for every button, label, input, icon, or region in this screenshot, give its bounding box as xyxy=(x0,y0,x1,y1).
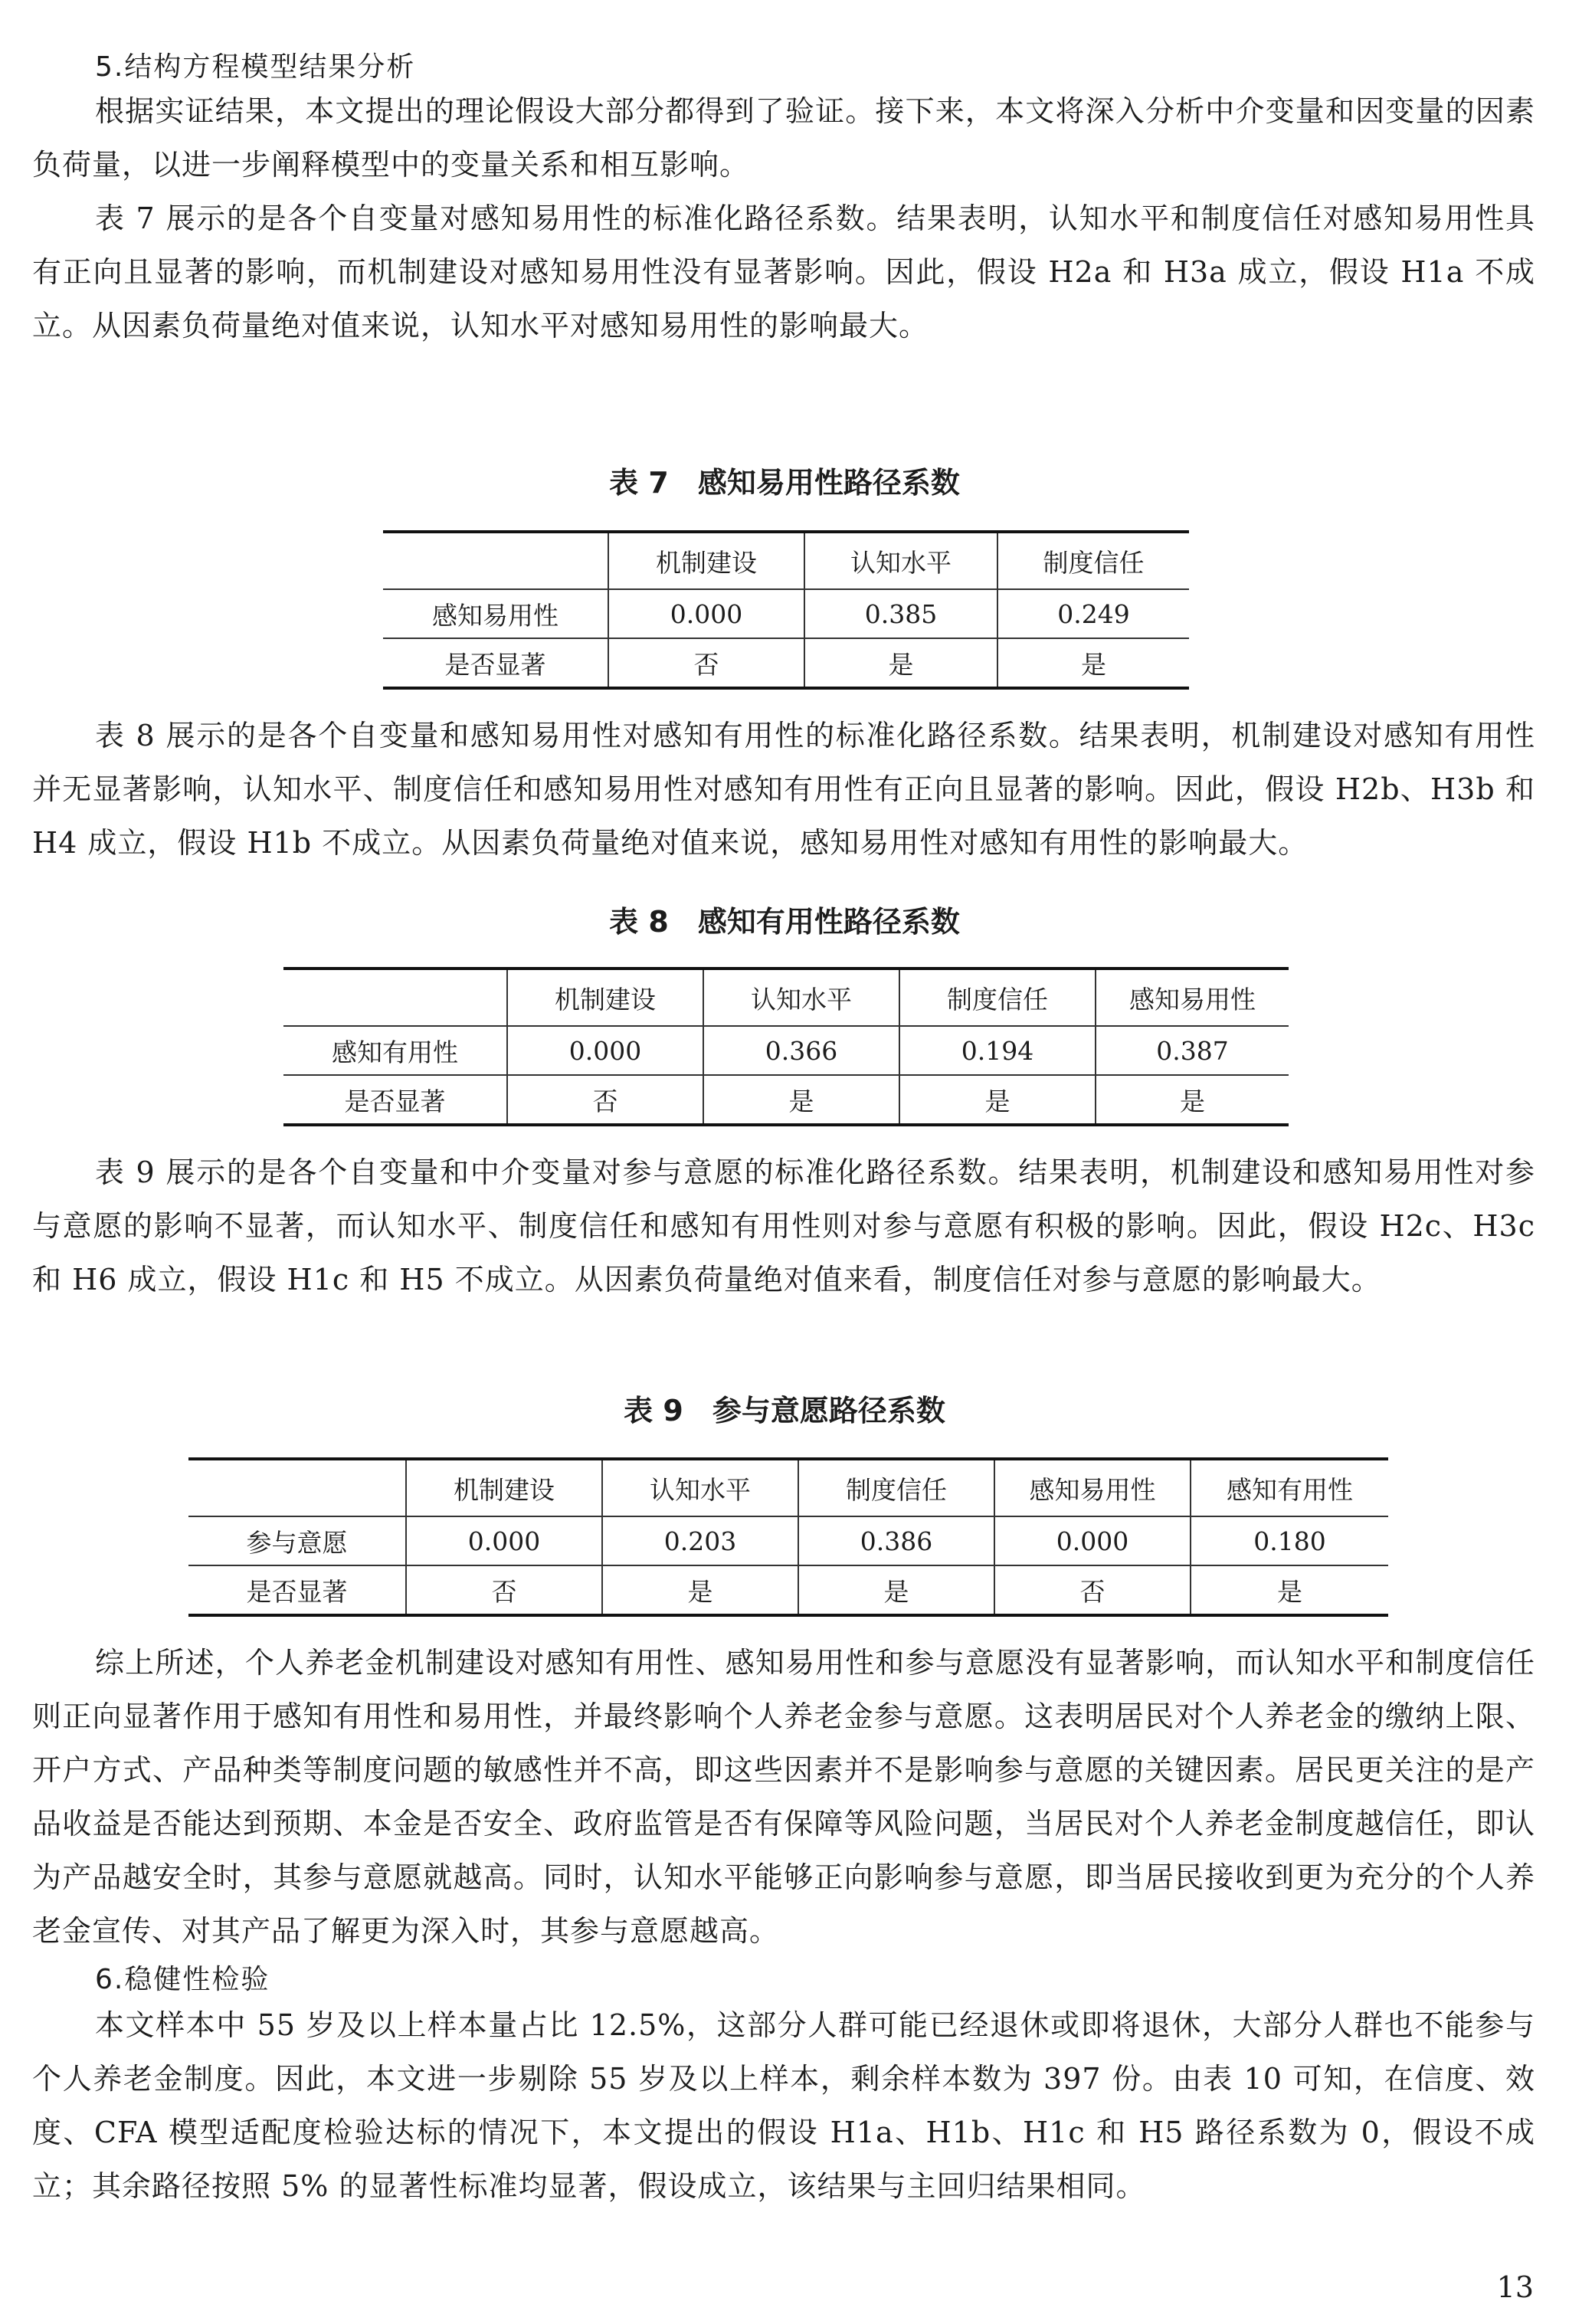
table-7 xyxy=(383,530,1189,690)
paragraph-2: 表 7 展示的是各个自变量对感知易用性的标准化路径系数。结果表明，认知水平和制度信任对感知易用性具有正向且显著的影响，而机制建设对感知易用性没有显著影响。因此，假设 H2a 和 H3a 成立，假设 H1a 不成立。从因素负荷量绝对值来说，认知水平对感知易用性的影响最大。 xyxy=(32,202,1535,343)
table-row xyxy=(283,1026,1289,1075)
table-8 xyxy=(283,967,1289,1126)
table-9-header: 认知水平 xyxy=(602,1459,798,1516)
table-cell: 0.387 xyxy=(1096,1026,1289,1075)
table-cell: 否 xyxy=(608,638,804,688)
table-cell: 0.000 xyxy=(994,1516,1191,1565)
table-8-header: 认知水平 xyxy=(703,969,899,1026)
table-cell: 是 xyxy=(1191,1565,1388,1615)
table-cell: 是 xyxy=(804,638,997,688)
table-7-header: 制度信任 xyxy=(997,532,1189,589)
section-5-heading: 5.结构方程模型结果分析 xyxy=(95,51,416,83)
table-cell: 感知易用性 xyxy=(432,600,558,631)
table-cell: 0.000 xyxy=(507,1026,703,1075)
table-9-header: 机制建设 xyxy=(406,1459,602,1516)
table-7-header: 机制建设 xyxy=(608,532,804,589)
table-row xyxy=(188,1516,1388,1565)
table-cell: 否 xyxy=(994,1565,1191,1615)
table-cell: 是否显著 xyxy=(188,1565,406,1615)
page-number: 13 xyxy=(1496,2270,1534,2304)
table-7-header-blank xyxy=(383,532,608,589)
paragraph-1: 根据实证结果，本文提出的理论假设大部分都得到了验证。接下来，本文将深入分析中介变量和因变量的因素负荷量，以进一步阐释模型中的变量关系和相互影响。 xyxy=(32,94,1535,182)
table-8-header: 制度信任 xyxy=(899,969,1096,1026)
table-cell: 0.203 xyxy=(602,1516,798,1565)
table-cell: 是 xyxy=(798,1565,994,1615)
table-row xyxy=(383,638,1189,688)
table-9-caption: 表 9 参与意愿路径系数 xyxy=(624,1394,945,1428)
table-cell: 是 xyxy=(997,638,1189,688)
table-cell: 0.000 xyxy=(608,589,804,638)
table-cell: 否 xyxy=(507,1075,703,1125)
table-9-header-blank xyxy=(188,1459,406,1516)
table-8-caption: 表 8 感知有用性路径系数 xyxy=(609,905,960,939)
table-cell: 是 xyxy=(899,1075,1096,1125)
paragraph-3: 表 8 展示的是各个自变量和感知易用性对感知有用性的标准化路径系数。结果表明，机制建设对感知有用性并无显著影响，认知水平、制度信任和感知易用性对感知有用性有正向且显著的影响。因此，假设 H2b、H3b 和 H4 成立，假设 H1b 不成立。从因素负荷量绝对值来说，感知易用性对感知有用性的影响最大。 xyxy=(32,719,1535,860)
table-9 xyxy=(188,1457,1388,1617)
table-cell: 0.249 xyxy=(997,589,1189,638)
section-6-heading: 6.稳健性检验 xyxy=(95,1964,270,1995)
table-cell: 是 xyxy=(1096,1075,1289,1125)
table-9-header: 感知有用性 xyxy=(1191,1459,1388,1516)
table-row xyxy=(283,1075,1289,1125)
table-8-header-blank xyxy=(283,969,507,1026)
table-row xyxy=(383,589,1189,638)
table-cell: 否 xyxy=(406,1565,602,1615)
table-9-header: 制度信任 xyxy=(798,1459,994,1516)
table-cell: 0.180 xyxy=(1191,1516,1388,1565)
table-cell: 0.366 xyxy=(703,1026,899,1075)
table-7-caption: 表 7 感知易用性路径系数 xyxy=(609,466,960,500)
table-cell: 0.000 xyxy=(406,1516,602,1565)
table-cell: 0.386 xyxy=(798,1516,994,1565)
table-row xyxy=(188,1565,1388,1615)
table-9-header: 感知易用性 xyxy=(994,1459,1191,1516)
paragraph-4: 表 9 展示的是各个自变量和中介变量对参与意愿的标准化路径系数。结果表明，机制建设和感知易用性对参与意愿的影响不显著，而认知水平、制度信任和感知有用性则对参与意愿有积极的影响。因此，假设 H2c、H3c 和 H6 成立，假设 H1c 和 H5 不成立。从因素负荷量绝对值来看，制度信任对参与意愿的影响最大。 xyxy=(32,1155,1535,1296)
table-cell: 0.194 xyxy=(899,1026,1096,1075)
paragraph-6: 本文样本中 55 岁及以上样本量占比 12.5%，这部分人群可能已经退休或即将退休，大部分人群也不能参与个人养老金制度。因此，本文进一步剔除 55 岁及以上样本，剩余样本数为 397 份。由表 10 可知，在信度、效度、CFA 模型适配度检验达标的情况下，本文提出的假设 H1a、H1b、H1c 和 H5 路径系数为 0，假设不成立；其余路径按照 5% 的显著性标准均显著，假设成立，该结果与主回归结果相同。 xyxy=(32,2008,1535,2203)
table-cell: 0.385 xyxy=(804,589,997,638)
table-cell: 感知有用性 xyxy=(332,1037,458,1067)
paragraph-5: 综上所述，个人养老金机制建设对感知有用性、感知易用性和参与意愿没有显著影响，而认知水平和制度信任则正向显著作用于感知有用性和易用性，并最终影响个人养老金参与意愿。这表明居民对个人养老金的缴纳上限、开户方式、产品种类等制度问题的敏感性并不高，即这些因素并不是影响参与意愿的关键因素。居民更关注的是产品收益是否能达到预期、本金是否安全、政府监管是否有保障等风险问题，当居民对个人养老金制度越信任，即认为产品越安全时，其参与意愿就越高。同时，认知水平能够正向影响参与意愿，即当居民接收到更为充分的个人养老金宣传、对其产品了解更为深入时，其参与意愿越高。 xyxy=(32,1646,1535,1948)
table-cell: 是否显著 xyxy=(283,1075,507,1125)
table-cell: 是 xyxy=(703,1075,899,1125)
table-cell: 是否显著 xyxy=(383,638,608,688)
table-8-header: 机制建设 xyxy=(507,969,703,1026)
table-cell: 参与意愿 xyxy=(246,1527,348,1558)
table-7-header: 认知水平 xyxy=(804,532,997,589)
table-8-header: 感知易用性 xyxy=(1096,969,1289,1026)
table-cell: 是 xyxy=(602,1565,798,1615)
